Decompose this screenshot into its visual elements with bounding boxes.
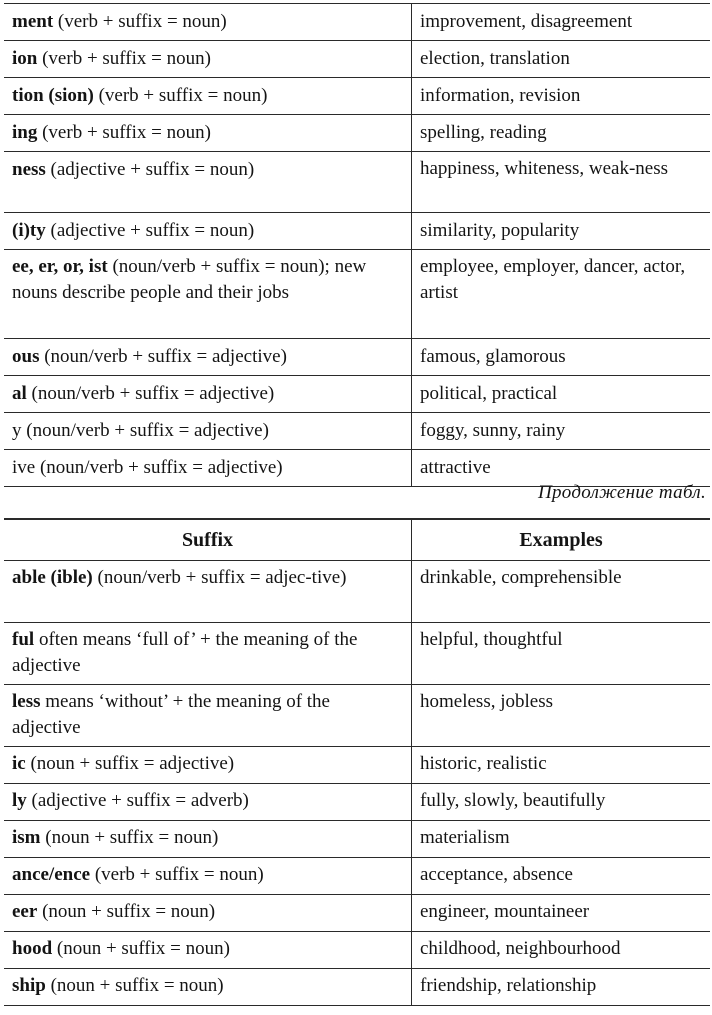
- table-row: [4, 623, 710, 685]
- suffix-cell: [4, 4, 412, 41]
- suffix-rule: (verb + suffix = noun): [90, 864, 264, 885]
- suffix-cell: [4, 78, 412, 115]
- suffix-rule: ive (noun/verb + suffix = adjective): [12, 457, 283, 478]
- table-row: [4, 213, 710, 250]
- examples-cell: spelling, reading: [412, 115, 711, 152]
- suffix-term: ism: [12, 827, 41, 848]
- suffix-term: ing: [12, 122, 38, 143]
- suffix-cell: [4, 747, 412, 784]
- suffix-term: ion: [12, 48, 38, 69]
- suffix-cell: [4, 339, 412, 376]
- table-row: [4, 895, 710, 932]
- suffix-term: hood: [12, 938, 53, 959]
- suffix-rule: (verb + suffix = noun): [37, 48, 211, 69]
- table-row: [4, 250, 710, 339]
- suffix-rule: (noun/verb + suffix = noun); new nouns describe people and their jobs: [12, 256, 367, 303]
- examples-cell: friendship, relationship: [412, 969, 711, 1006]
- suffix-term: able (ible): [12, 567, 93, 588]
- table-row: [4, 376, 710, 413]
- table-row: [4, 413, 710, 450]
- table-row: [4, 78, 710, 115]
- suffix-rule: (adjective + suffix = adverb): [26, 790, 249, 811]
- examples-cell: materialism: [412, 821, 711, 858]
- suffix-cell: [4, 41, 412, 78]
- suffix-cell: [4, 376, 412, 413]
- table-header-row: [4, 519, 710, 561]
- suffix-rule: (noun + suffix = noun): [45, 975, 224, 996]
- table-row: [4, 858, 710, 895]
- suffix-cell: [4, 450, 412, 487]
- suffix-cell: [4, 250, 412, 339]
- table-row: [4, 152, 710, 213]
- suffix-rule: y (noun/verb + suffix = adjective): [12, 420, 269, 441]
- table-row: [4, 784, 710, 821]
- suffix-cell: [4, 784, 412, 821]
- suffix-term: ic: [12, 753, 26, 774]
- suffix-term: al: [12, 383, 27, 404]
- suffix-table-part-2: [4, 518, 710, 1006]
- suffix-cell: [4, 932, 412, 969]
- examples-cell: similarity, popularity: [412, 213, 711, 250]
- examples-cell: homeless, jobless: [412, 685, 711, 747]
- suffix-cell: [4, 413, 412, 450]
- suffix-term: ly: [12, 790, 27, 811]
- suffix-term: (i)ty: [12, 220, 46, 241]
- examples-cell: improvement, disagreement: [412, 4, 711, 41]
- suffix-rule: (adjective + suffix = noun): [45, 220, 255, 241]
- suffix-term: ment: [12, 11, 54, 32]
- suffix-term: less: [12, 691, 41, 712]
- examples-cell: helpful, thoughtful: [412, 623, 711, 685]
- suffix-rule: (verb + suffix = noun): [37, 122, 211, 143]
- suffix-term: ous: [12, 346, 40, 367]
- suffix-cell: [4, 152, 412, 213]
- table-row: [4, 821, 710, 858]
- suffix-term: eer: [12, 901, 38, 922]
- table-row: [4, 339, 710, 376]
- examples-cell: information, revision: [412, 78, 711, 115]
- suffix-term: ance/ence: [12, 864, 91, 885]
- table-row: [4, 969, 710, 1006]
- examples-cell: employee, employer, dancer, actor, artist: [412, 250, 711, 339]
- table-row: [4, 115, 710, 152]
- suffix-column-header: Suffix: [4, 519, 412, 561]
- table-continuation-caption: Продолжение табл.: [537, 482, 706, 503]
- suffix-cell: [4, 685, 412, 747]
- examples-cell: political, practical: [412, 376, 711, 413]
- suffix-term: ness: [12, 159, 46, 180]
- examples-cell: foggy, sunny, rainy: [412, 413, 711, 450]
- suffix-rule: (noun + suffix = noun): [52, 938, 230, 959]
- examples-cell: famous, glamorous: [412, 339, 711, 376]
- suffix-cell: [4, 895, 412, 932]
- suffix-cell: [4, 623, 412, 685]
- table-row: [4, 685, 710, 747]
- examples-cell: fully, slowly, beautifully: [412, 784, 711, 821]
- table-row: [4, 41, 710, 78]
- suffix-cell: [4, 858, 412, 895]
- suffix-rule: (noun + suffix = adjective): [25, 753, 235, 774]
- suffix-rule: means ‘without’ + the meaning of the adjective: [12, 691, 330, 738]
- suffix-term: ship: [12, 975, 46, 996]
- examples-column-header: Examples: [412, 519, 711, 561]
- suffix-rule: (noun/verb + suffix = adjective): [26, 383, 275, 404]
- suffix-cell: [4, 213, 412, 250]
- suffix-cell: [4, 561, 412, 623]
- examples-cell: childhood, neighbourhood: [412, 932, 711, 969]
- table-row: [4, 932, 710, 969]
- examples-cell: election, translation: [412, 41, 711, 78]
- suffix-term: tion (sion): [12, 85, 94, 106]
- suffix-rule: (noun/verb + suffix = adjec-tive): [92, 567, 347, 588]
- suffix-term: ee, er, or, ist: [12, 256, 108, 277]
- table-row: [4, 747, 710, 784]
- table-row: [4, 450, 710, 487]
- table-row: [4, 561, 710, 623]
- suffix-rule: (noun + suffix = noun): [40, 827, 219, 848]
- suffix-rule: (noun + suffix = noun): [37, 901, 216, 922]
- suffix-rule: (adjective + suffix = noun): [45, 159, 255, 180]
- examples-cell: acceptance, absence: [412, 858, 711, 895]
- suffix-rule: often means ‘full of’ + the meaning of the adjective: [12, 629, 358, 676]
- examples-cell: engineer, mountaineer: [412, 895, 711, 932]
- suffix-rule: (verb + suffix = noun): [53, 11, 227, 32]
- suffix-table-part-1: [4, 3, 710, 487]
- suffix-term: ful: [12, 629, 35, 650]
- suffix-rule: (noun/verb + suffix = adjective): [39, 346, 287, 367]
- table-row: [4, 4, 710, 41]
- examples-cell: happiness, whiteness, weak-ness: [412, 152, 711, 213]
- examples-cell: drinkable, comprehensible: [412, 561, 711, 623]
- suffix-cell: [4, 821, 412, 858]
- examples-cell: attractive: [412, 450, 711, 487]
- examples-cell: historic, realistic: [412, 747, 711, 784]
- suffix-rule: (verb + suffix = noun): [93, 85, 268, 106]
- suffix-cell: [4, 969, 412, 1006]
- suffix-cell: [4, 115, 412, 152]
